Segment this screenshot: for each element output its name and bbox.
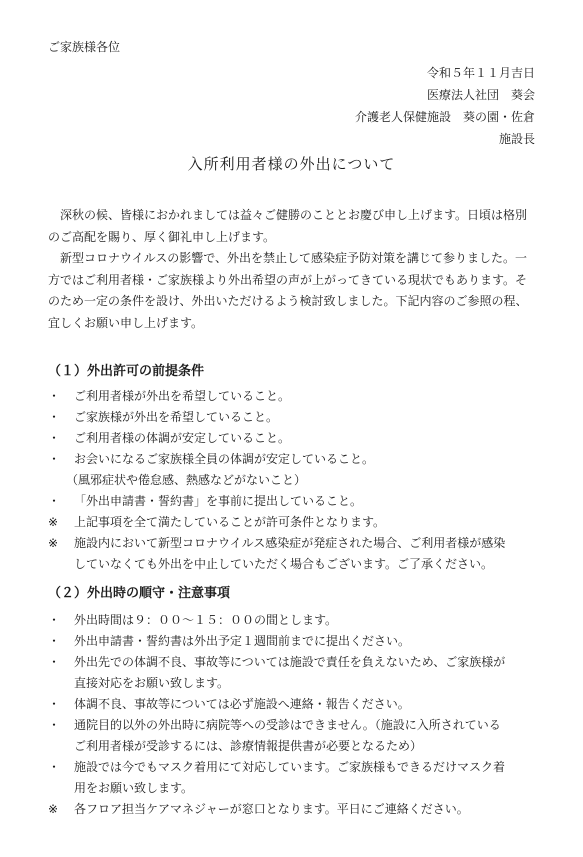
- bullet-mark: ・: [48, 697, 61, 711]
- list-item-text: 用をお願い致します。: [74, 781, 194, 795]
- bullet-mark: ・: [48, 613, 61, 627]
- bullet-mark: ・: [48, 494, 61, 508]
- note-mark: ※: [48, 802, 59, 816]
- document-title: 入所利用者様の外出について: [187, 155, 396, 173]
- list-item: [48, 715, 548, 736]
- list-item-text: 通院目的以外の外出時に病院等への受診はできません。（施設に入所されている: [74, 718, 501, 732]
- list-item-text: 外出時間は９：００～１５：００の間とします。: [74, 613, 338, 627]
- list-item-text: ご家族様が外出を希望していること。: [74, 410, 279, 424]
- note-text: 施設内において新型コロナウイルス感染症が発症された場合、ご利用者様が感染: [74, 536, 506, 550]
- list-item: [48, 449, 548, 470]
- note-item: [48, 512, 548, 533]
- note-mark: ※: [48, 536, 59, 550]
- bullet-mark: ・: [48, 389, 61, 403]
- list-item-continuation: [48, 470, 548, 491]
- section-heading-2: （２）外出時の順守・注意事項: [48, 586, 231, 601]
- list-item-text: 「外出申請書・誓約書」を事前に提出していること。: [74, 494, 363, 508]
- bullet-mark: ・: [48, 718, 61, 732]
- list-item: [48, 407, 548, 428]
- note-text: 上記事項を全て満たしていることが許可条件となります。: [74, 515, 386, 529]
- intro-body: [48, 205, 538, 334]
- list-item: [48, 386, 548, 407]
- list-item-continuation: [48, 673, 548, 694]
- note-item-continuation: [48, 554, 548, 575]
- sender-corporation: 医療法人社団 葵会: [426, 88, 535, 102]
- list-item-text: 外出先での体調不良、事故等については施設で責任を負えないため、ご家族様が: [74, 655, 506, 669]
- list-item-text: お会いになるご家族様全員の体調が安定していること。: [74, 452, 375, 466]
- intro-paragraph: 新型コロナウイルスの影響で、外出を禁止して感染症予防対策を講じて参りました。一方ではご利用者様・ご家族様より外出希望の声が上がってきている現状でもあります。そのため一定の条件を設け、外出いただけるよう検討致しました。下記内容のご参照の程、宜しくお願い申し上げます。: [48, 251, 528, 330]
- bullet-mark: ・: [48, 760, 61, 774]
- section2-list: [48, 610, 548, 820]
- list-item-continuation: [48, 736, 548, 757]
- section-heading-1: （１）外出許可の前提条件: [48, 364, 205, 379]
- date: 令和５年１１月吉日: [426, 66, 535, 80]
- section1-list: [48, 386, 548, 575]
- bullet-mark: ・: [48, 634, 61, 648]
- list-item-text: 直接対応をお願い致します。: [74, 676, 230, 690]
- list-item-continuation: [48, 778, 548, 799]
- note-text: していなくても外出を中止していただく場合もございます。ご了承ください。: [74, 557, 494, 571]
- list-item: [48, 694, 548, 715]
- bullet-mark: ・: [48, 452, 61, 466]
- note-text: 各フロア担当ケアマネジャーが窓口となります。平日にご連絡ください。: [74, 802, 469, 816]
- list-item: [48, 631, 548, 652]
- bullet-mark: ・: [48, 410, 61, 424]
- note-mark: ※: [48, 515, 59, 529]
- list-item: [48, 757, 548, 778]
- list-item-text: 外出申請書・誓約書は外出予定１週間前までに提出ください。: [74, 634, 411, 648]
- list-item-text: ご利用者様が外出を希望していること。: [74, 389, 291, 403]
- list-item: [48, 491, 548, 512]
- list-item-text: 施設では今でもマスク着用にて対応しています。ご家族様もできるだけマスク着: [74, 760, 506, 774]
- bullet-mark: ・: [48, 431, 61, 445]
- list-item-text: （風邪症状や倦怠感、熱感などがないこと）: [66, 473, 307, 487]
- addressee: ご家族様各位: [48, 40, 121, 54]
- list-item: [48, 428, 548, 449]
- sender-facility: 介護老人保健施設 葵の園・佐倉: [354, 110, 535, 124]
- note-item: [48, 533, 548, 554]
- intro-paragraph: 深秋の候、皆様におかれましては益々ご健勝のこととお慶び申し上げます。日頃は格別のご高配を賜り、厚く御礼申し上げます。: [48, 208, 528, 244]
- list-item: [48, 610, 548, 631]
- list-item-text: ご利用者様が受診するには、診療情報提供書が必要となるため）: [74, 739, 423, 753]
- bullet-mark: ・: [48, 655, 61, 669]
- list-item-text: 体調不良、事故等については必ず施設へ連絡・報告ください。: [74, 697, 410, 711]
- sender-role: 施設長: [498, 132, 535, 146]
- list-item-text: ご利用者様の体調が安定していること。: [74, 431, 291, 445]
- note-item: [48, 799, 548, 820]
- list-item: [48, 652, 548, 673]
